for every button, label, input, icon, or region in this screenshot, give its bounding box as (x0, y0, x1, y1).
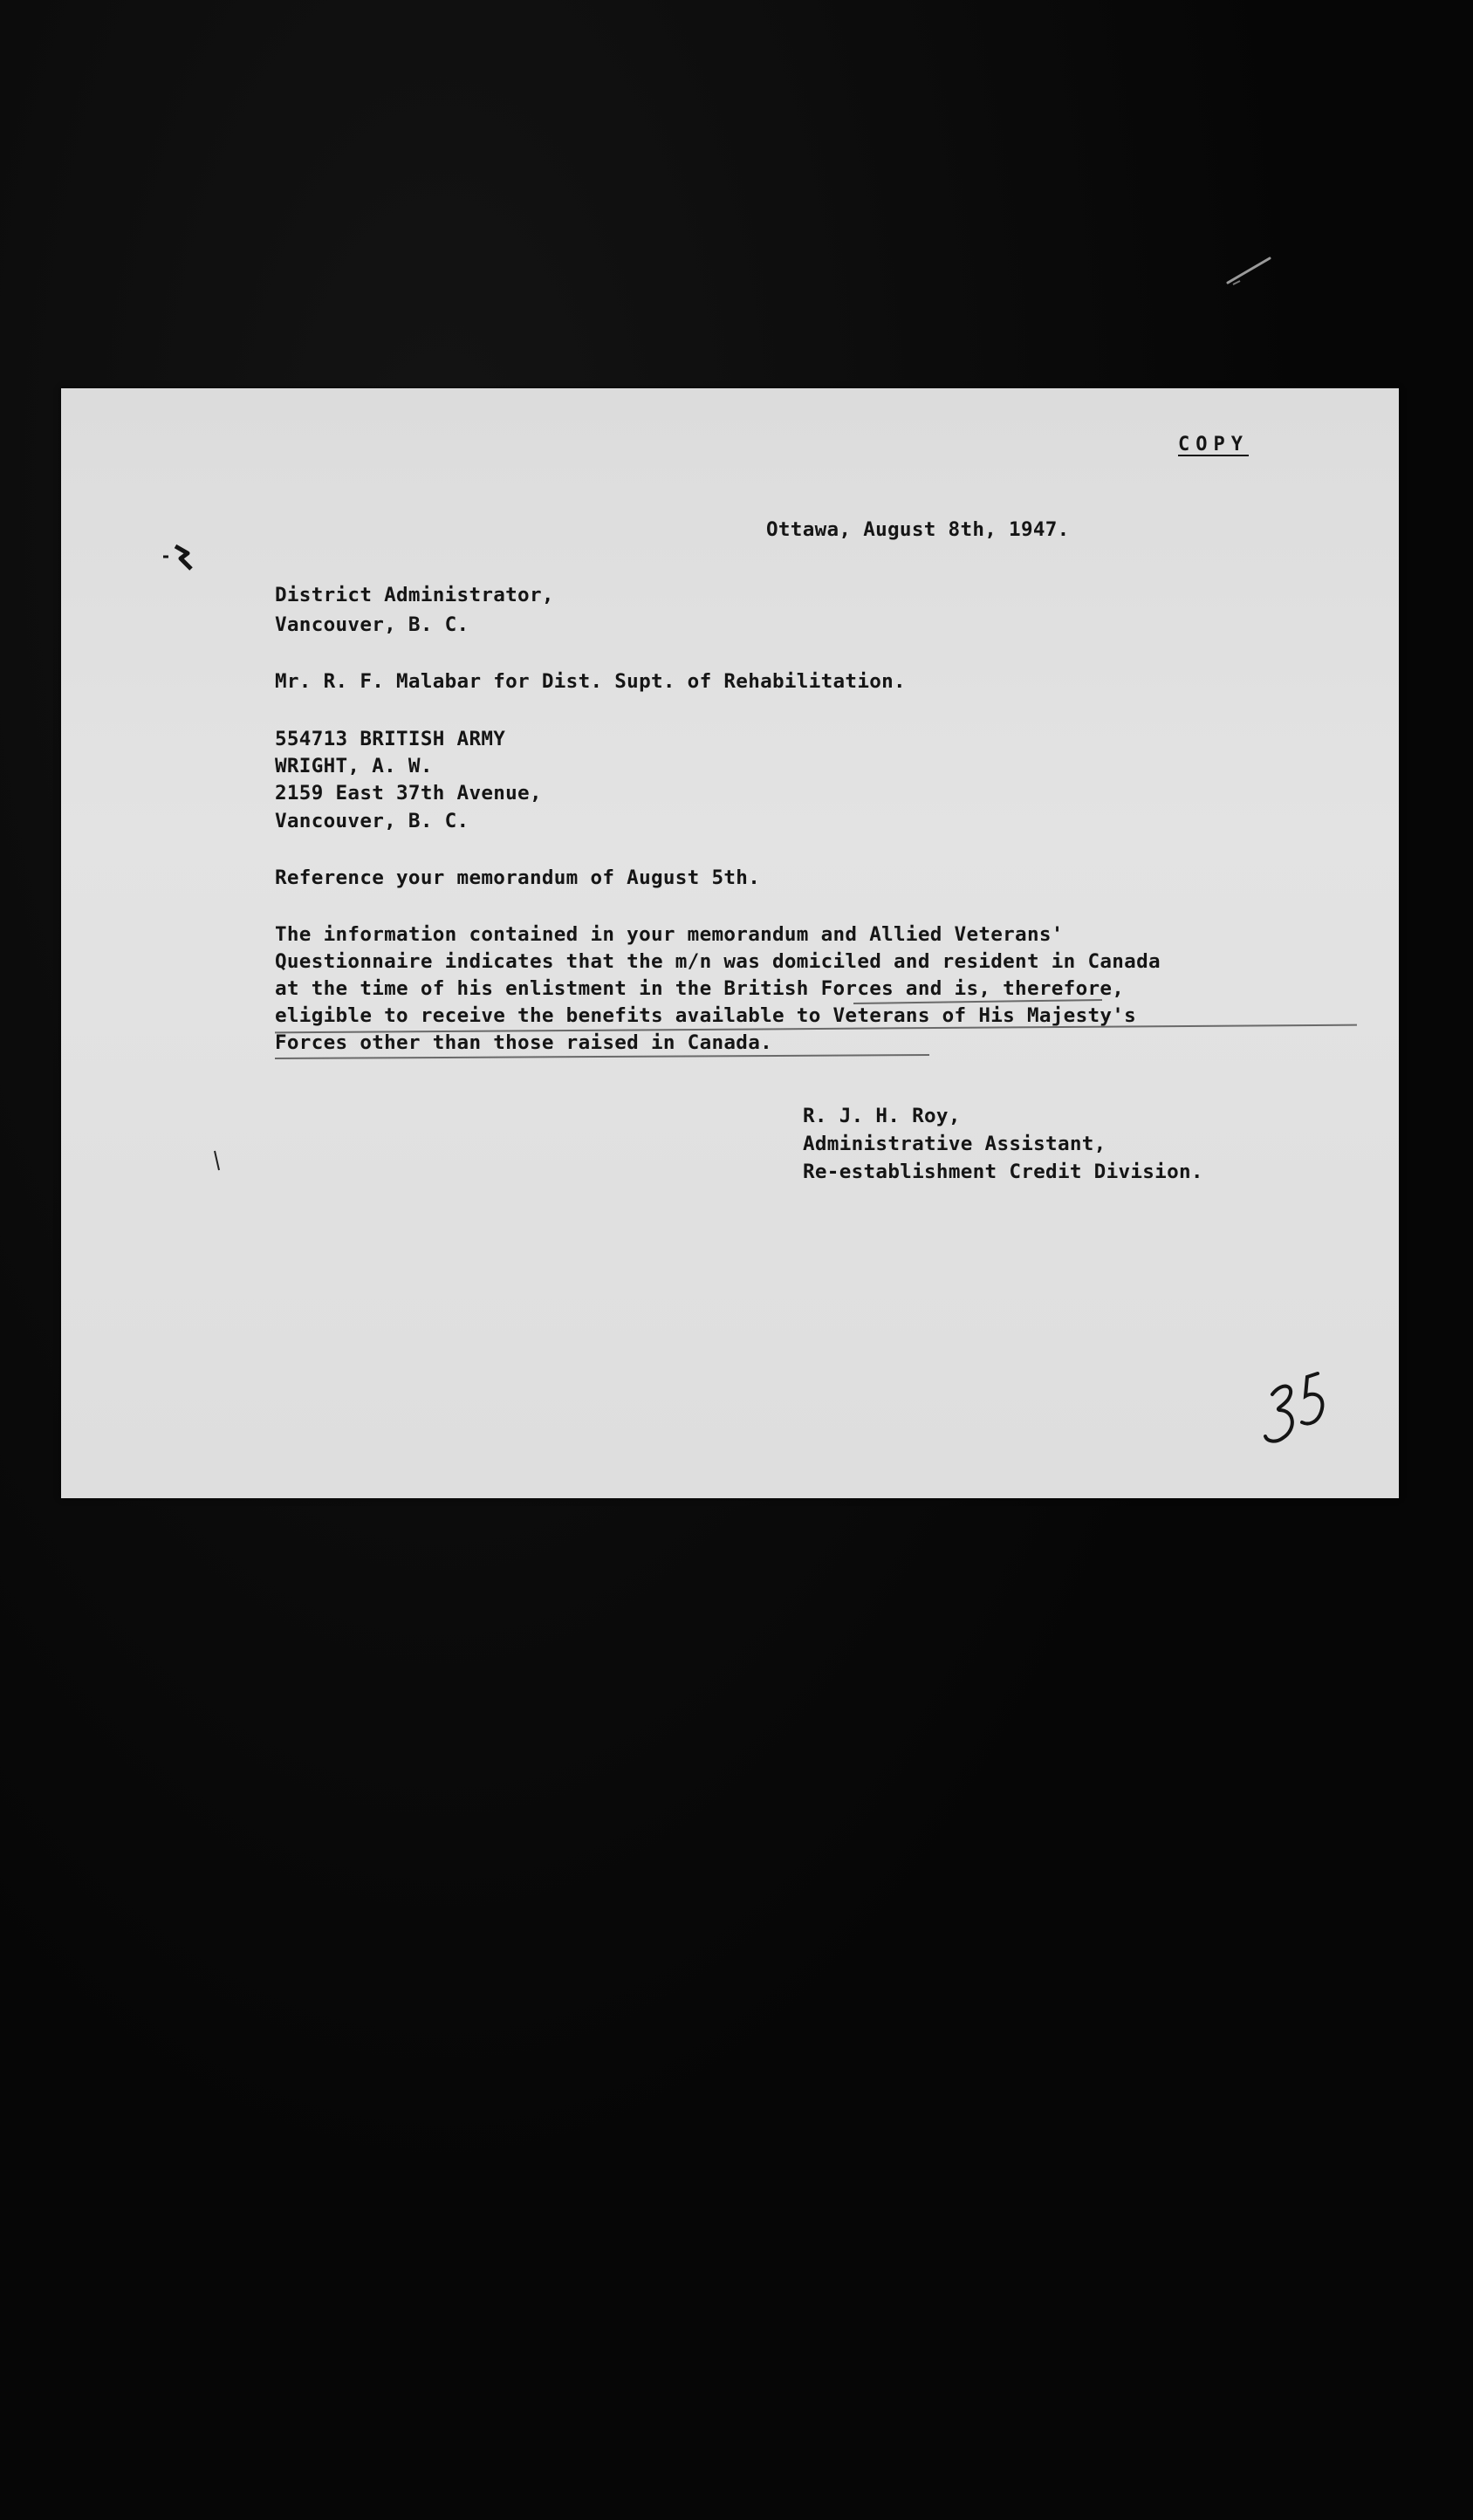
stray-pencil-mark (1224, 253, 1277, 288)
signatory-name: R. J. H. Roy, (803, 1105, 961, 1127)
margin-tick-mark (212, 1149, 223, 1174)
subject-street: 2159 East 37th Avenue, (275, 782, 542, 805)
body-line-5: Forces other than those raised in Canada. (275, 1031, 773, 1054)
body-line-4: eligible to receive the benefits available to Veterans of His Majesty's (275, 1004, 1137, 1027)
signatory-division: Re-establishment Credit Division. (803, 1161, 1203, 1183)
body-line-2: Questionnaire indicates that the m/n was domiciled and resident in Canada (275, 950, 1161, 973)
reference-line: Reference your memorandum of August 5th. (275, 866, 761, 889)
attention-line: Mr. R. F. Malabar for Dist. Supt. of Rehabilitation. (275, 670, 906, 693)
copy-stamp: COPY (1178, 434, 1249, 455)
margin-arrow-mark (161, 541, 196, 572)
signatory-title: Administrative Assistant, (803, 1133, 1106, 1155)
letter-page (61, 388, 1399, 1498)
body-line-1: The information contained in your memorandum and Allied Veterans' (275, 923, 1064, 946)
subject-city: Vancouver, B. C. (275, 810, 469, 832)
dateline: Ottawa, August 8th, 1947. (766, 518, 1070, 541)
subject-service-number: 554713 BRITISH ARMY (275, 728, 506, 750)
subject-name: WRIGHT, A. W. (275, 755, 433, 777)
addressee-line-1: District Administrator, (275, 584, 554, 606)
handwritten-page-number (1257, 1361, 1335, 1457)
body-line-3: at the time of his enlistment in the British Forces and is, therefore, (275, 977, 1125, 1000)
addressee-line-2: Vancouver, B. C. (275, 613, 469, 636)
